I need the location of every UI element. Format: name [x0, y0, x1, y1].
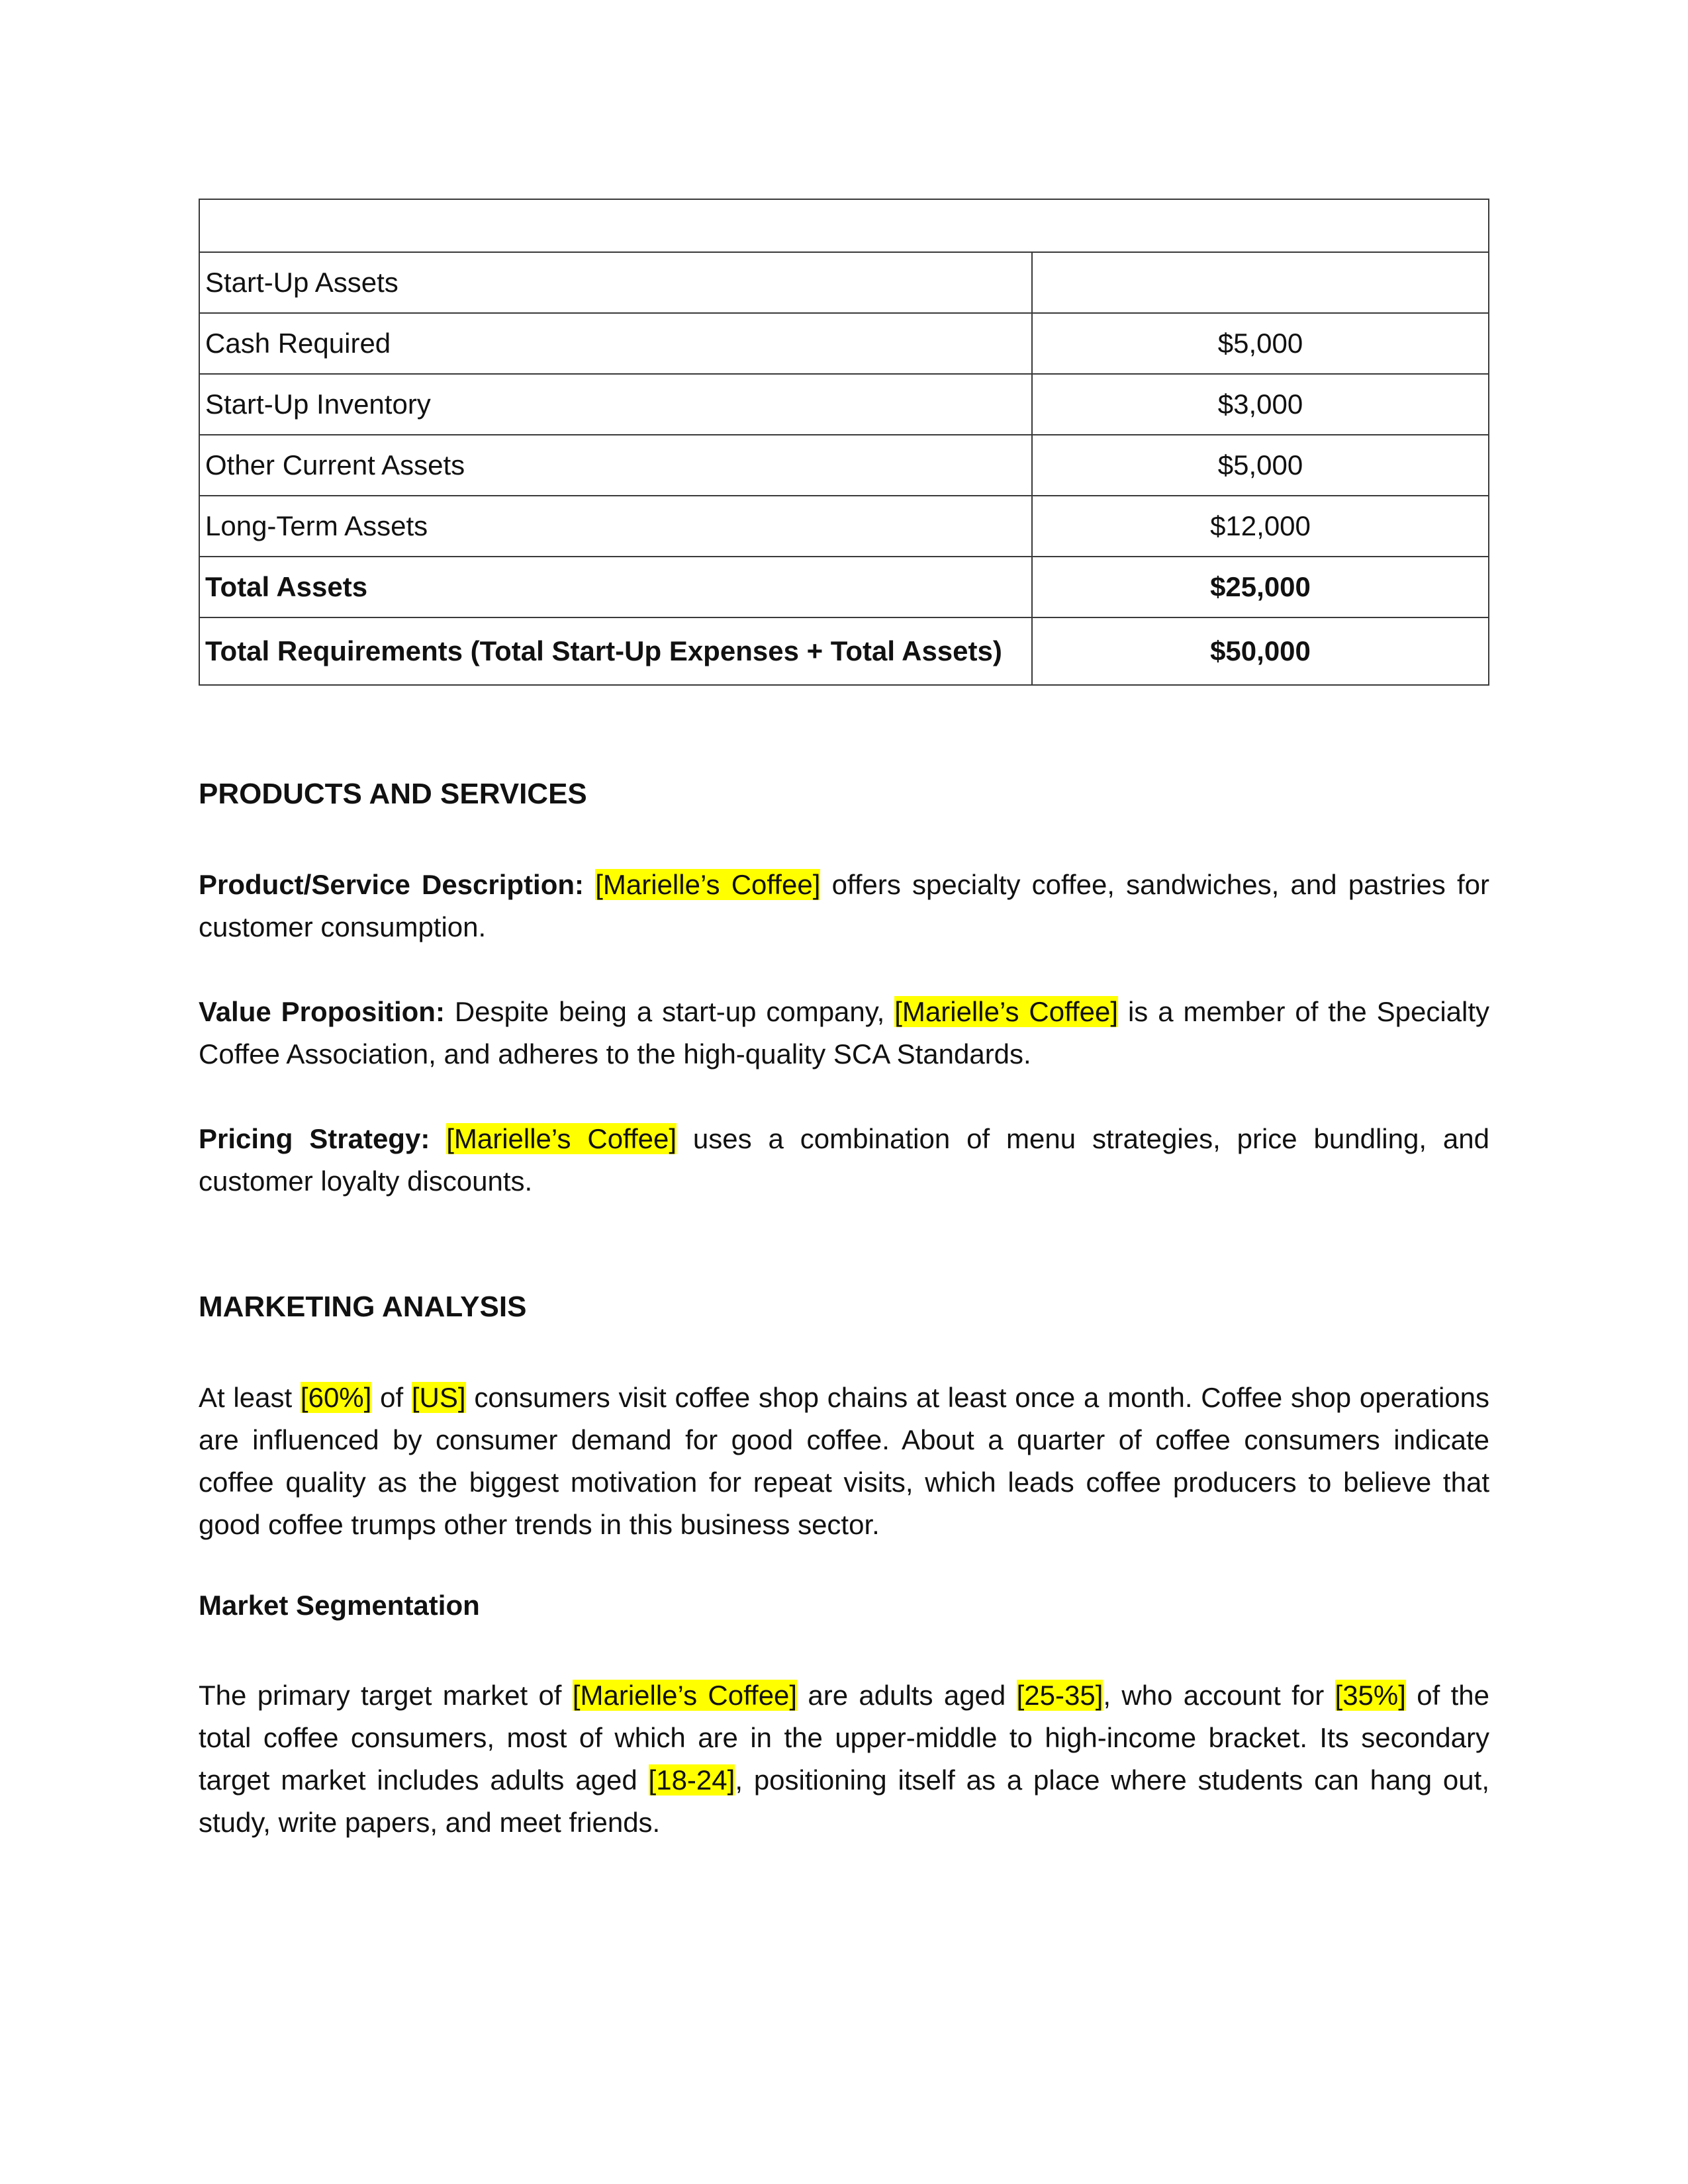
row-amount: $50,000 [1032, 617, 1489, 685]
value-proposition-paragraph [199, 991, 1489, 1075]
intro-text-2: of [371, 1382, 412, 1413]
row-label: Long-Term Assets [199, 496, 1032, 557]
value-proposition-text: is a member of the Specialty Coffee Association, and adheres to the high-quality SCA Standards. [199, 996, 1490, 1069]
company-name-highlight: [Marielle’s Coffee] [572, 1680, 798, 1711]
row-label: Start-Up Inventory [199, 374, 1032, 435]
seg-text-5: , positioning itself as a place where students can hang out, study, write papers, and meet friends. [199, 1764, 1489, 1838]
row-label: Cash Required [199, 313, 1032, 374]
row-amount: $5,000 [1032, 313, 1489, 374]
row-amount: $3,000 [1032, 374, 1489, 435]
product-description-label: Product/Service Description: [199, 869, 585, 900]
row-label: Start-Up Assets [199, 252, 1032, 313]
pricing-strategy-text: uses a combination of menu strategies, price bundling, and customer loyalty discounts. [199, 1123, 1489, 1197]
intro-text-1: At least [199, 1382, 301, 1413]
percent-highlight: [60%] [300, 1382, 372, 1413]
age-range-highlight: [25-35] [1016, 1680, 1103, 1711]
seg-text-4: of the total coffee consumers, most of which are in the upper-middle to high-income bracket. Its secondary target market includes adults aged [199, 1680, 1490, 1796]
product-description-paragraph [199, 864, 1489, 948]
table-row [199, 313, 1489, 374]
row-label: Other Current Assets [199, 435, 1032, 496]
row-amount: $25,000 [1032, 557, 1489, 617]
pricing-strategy-label: Pricing Strategy: [199, 1123, 430, 1154]
row-label: Total Assets [199, 557, 1032, 617]
table-row [199, 496, 1489, 557]
country-highlight: [US] [411, 1382, 466, 1413]
table-row [199, 374, 1489, 435]
percent-highlight: [35%] [1335, 1680, 1406, 1711]
table-header-cell [199, 199, 1489, 252]
row-label: Total Requirements (Total Start-Up Expenses + Total Assets) [199, 617, 1032, 685]
marketing-heading: MARKETING ANALYSIS [199, 1291, 527, 1323]
total-assets-row [199, 557, 1489, 617]
seg-text-3: , who account for [1103, 1680, 1335, 1711]
startup-assets-table [199, 199, 1489, 686]
intro-text-3: consumers visit coffee shop chains at least once a month. Coffee shop operations are influenced by consumer demand for good coffee. About a quarter of coffee consumers indicate coffee quality as the biggest motivation for repeat visits, which leads coffee producers to believe that good coffee trumps other trends in this business sector. [199, 1382, 1490, 1540]
table-row [199, 435, 1489, 496]
product-description-text: offers specialty coffee, sandwiches, and pastries for customer consumption. [199, 869, 1490, 942]
table-header-row [199, 199, 1489, 252]
products-heading: PRODUCTS AND SERVICES [199, 778, 587, 810]
company-name-highlight: [Marielle’s Coffee] [446, 1123, 677, 1154]
row-amount: $5,000 [1032, 435, 1489, 496]
seg-text-2: are adults aged [797, 1680, 1017, 1711]
value-proposition-pre: Despite being a start-up company, [444, 996, 895, 1027]
pricing-strategy-paragraph [199, 1118, 1489, 1203]
seg-text-1: The primary target market of [199, 1680, 573, 1711]
age-range-highlight: [18-24] [648, 1764, 735, 1796]
total-requirements-row [199, 617, 1489, 685]
company-name-highlight: [Marielle’s Coffee] [595, 869, 821, 900]
company-name-highlight: [Marielle’s Coffee] [894, 996, 1119, 1027]
table-row [199, 252, 1489, 313]
market-segmentation-heading: Market Segmentation [199, 1590, 480, 1621]
market-segmentation-paragraph [199, 1674, 1489, 1844]
row-amount [1032, 252, 1489, 313]
row-amount: $12,000 [1032, 496, 1489, 557]
marketing-intro-paragraph [199, 1377, 1489, 1546]
value-proposition-label: Value Proposition: [199, 996, 445, 1027]
